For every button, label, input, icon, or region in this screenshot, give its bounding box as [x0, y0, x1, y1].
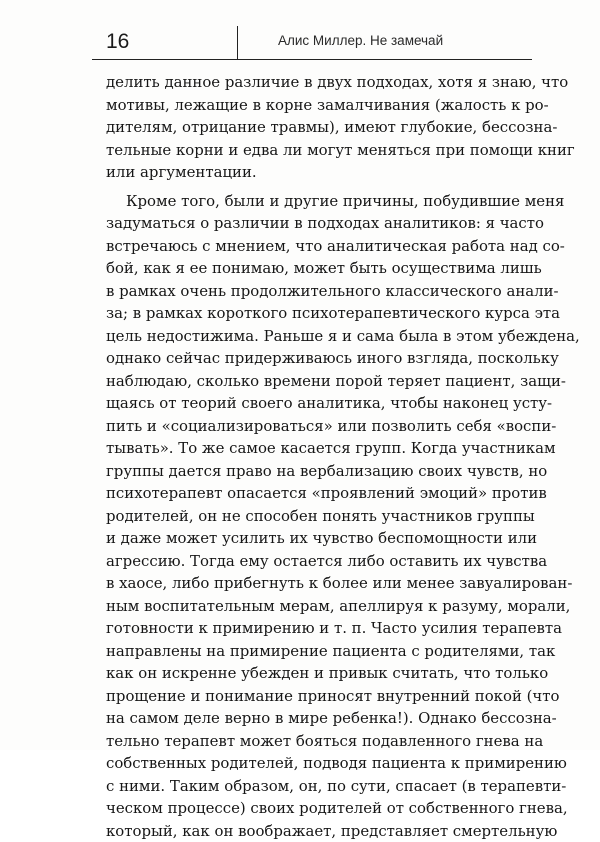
- text-line: тельно терапевт может бояться подавленного гнева на: [106, 730, 518, 753]
- text-line: группы дается право на вербализацию своих чувств, но: [106, 460, 518, 483]
- header-divider: [237, 26, 238, 60]
- text-line: родителей, он не способен понять участников группы: [106, 505, 518, 528]
- text-line: или аргументации.: [106, 161, 518, 184]
- text-line: в рамках очень продолжительного классического анали-: [106, 280, 518, 303]
- paragraph: [106, 71, 518, 184]
- text-line: дителям, отрицание травмы), имеют глубокие, бессозна-: [106, 116, 518, 139]
- text-line: цель недостижима. Раньше я и сама была в этом убеждена,: [106, 325, 518, 348]
- text-line: встречаюсь с мнением, что аналитическая работа над со-: [106, 235, 518, 258]
- text-line: Кроме того, были и другие причины, побудившие меня: [106, 190, 518, 213]
- text-line: и даже может усилить их чувство беспомощности или: [106, 527, 518, 550]
- text-line: тельные корни и едва ли могут меняться при помощи книг: [106, 139, 518, 162]
- body-text: [106, 71, 518, 842]
- text-line: однако сейчас придерживаюсь иного взгляда, поскольку: [106, 347, 518, 370]
- text-line: агрессию. Тогда ему остается либо оставить их чувства: [106, 550, 518, 573]
- text-line: в хаосе, либо прибегнуть к более или менее завуалирован-: [106, 572, 518, 595]
- page-header: [92, 26, 532, 66]
- running-head: Алис Миллер. Не замечай: [278, 33, 443, 48]
- text-line: за; в рамках короткого психотерапевтического курса эта: [106, 302, 518, 325]
- text-line: с ними. Таким образом, он, по сути, спасает (в терапевти-: [106, 775, 518, 798]
- page-number: 16: [106, 30, 129, 54]
- paragraph: [106, 190, 518, 842]
- text-line: наблюдаю, сколько времени порой теряет пациент, защи-: [106, 370, 518, 393]
- text-line: задуматься о различии в подходах аналитиков: я часто: [106, 212, 518, 235]
- text-line: который, как он воображает, представляет смертельную: [106, 820, 518, 842]
- header-rule: [92, 59, 532, 60]
- text-line: щаясь от теорий своего аналитика, чтобы наконец усту-: [106, 392, 518, 415]
- text-line: как он искренне убежден и привык считать, что только: [106, 662, 518, 685]
- text-line: психотерапевт опасается «проявлений эмоций» против: [106, 482, 518, 505]
- text-line: прощение и понимание приносят внутренний покой (что: [106, 685, 518, 708]
- text-line: собственных родителей, подводя пациента к примирению: [106, 752, 518, 775]
- text-line: направлены на примирение пациента с родителями, так: [106, 640, 518, 663]
- text-line: ческом процессе) своих родителей от собственного гнева,: [106, 797, 518, 820]
- text-line: ным воспитательным мерам, апеллируя к разуму, морали,: [106, 595, 518, 618]
- text-line: делить данное различие в двух подходах, хотя я знаю, что: [106, 71, 518, 94]
- text-line: бой, как я ее понимаю, может быть осуществима лишь: [106, 257, 518, 280]
- text-line: готовности к примирению и т. п. Часто усилия терапевта: [106, 617, 518, 640]
- text-line: пить и «социализироваться» или позволить себя «воспи-: [106, 415, 518, 438]
- text-line: тывать». То же самое касается групп. Когда участникам: [106, 437, 518, 460]
- text-line: на самом деле верно в мире ребенка!). Однако бессозна-: [106, 707, 518, 730]
- text-line: мотивы, лежащие в корне замалчивания (жалость к ро-: [106, 94, 518, 117]
